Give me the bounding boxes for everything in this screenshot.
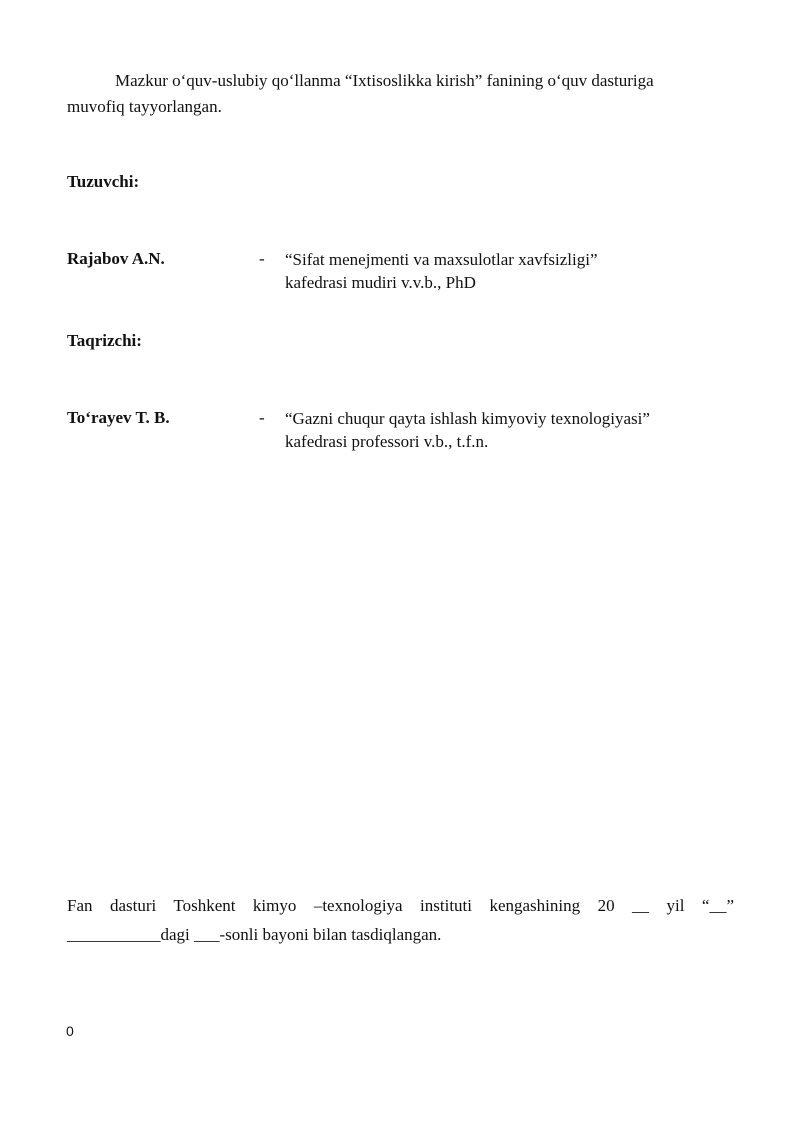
approval-paragraph xyxy=(67,891,734,949)
compiler-heading: Tuzuvchi: xyxy=(67,172,140,191)
page-number: 0 xyxy=(66,1023,74,1039)
approval-line-1: Fan dasturi Toshkent kimyo –texnologiya instituti kengashining 20 __ yil “__” xyxy=(67,896,734,915)
intro-line-2: muvofiq tayyorlangan. xyxy=(67,97,222,116)
reviewer-desc-line-2: kafedrasi professori v.b., t.f.n. xyxy=(285,432,489,451)
approval-line-2: ___________dagi ___-sonli bayoni bilan tasdiqlangan. xyxy=(67,925,442,944)
reviewer-description xyxy=(285,407,650,453)
reviewer-name: To‘rayev T. B. xyxy=(67,408,170,427)
reviewer-heading: Taqrizchi: xyxy=(67,331,142,350)
compiler-description xyxy=(285,248,598,294)
compiler-desc-line-2: kafedrasi mudiri v.v.b., PhD xyxy=(285,273,476,292)
compiler-desc-line-1: “Sifat menejmenti va maxsulotlar xavfsizligi” xyxy=(285,250,598,269)
compiler-name: Rajabov A.N. xyxy=(67,249,165,268)
reviewer-dash: - xyxy=(259,408,265,427)
reviewer-desc-line-1: “Gazni chuqur qayta ishlash kimyoviy texnologiyasi” xyxy=(285,409,650,428)
intro-line-1: Mazkur o‘quv-uslubiy qo‘llanma “Ixtisoslikka kirish” fanining o‘quv dasturiga xyxy=(115,71,654,90)
intro-paragraph xyxy=(67,68,737,120)
compiler-dash: - xyxy=(259,249,265,268)
